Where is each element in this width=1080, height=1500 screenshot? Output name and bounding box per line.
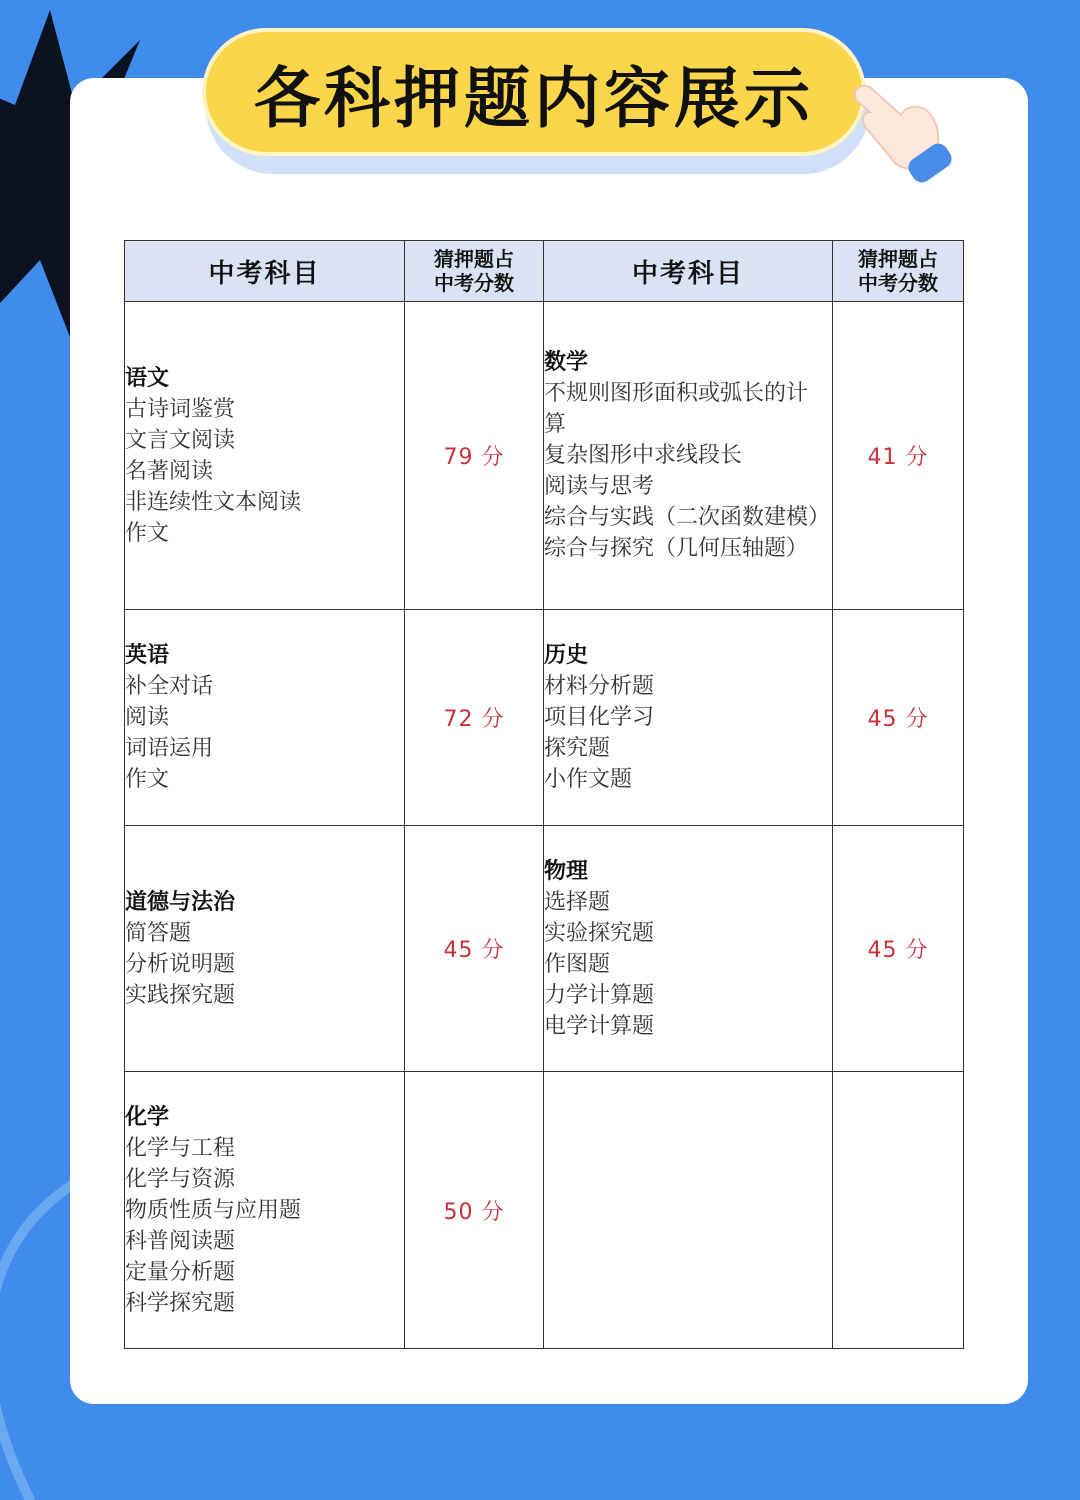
subject-name: 物理 <box>544 858 589 884</box>
page-title: 各科押题内容展示 <box>254 59 814 137</box>
header-score-line: 中考分数 <box>434 271 514 295</box>
subject-topic: 小作文题 <box>544 767 633 792</box>
subject-topic: 阅读与思考 <box>544 474 655 499</box>
header-score-line: 猜押题占 <box>858 247 938 271</box>
subject-topic: 词语运用 <box>125 736 214 761</box>
subject-topic: 化学与资源 <box>125 1166 236 1192</box>
subject-name: 道德与法治 <box>125 889 236 915</box>
subject-name: 英语 <box>125 643 170 668</box>
header-subject-right: 中考科目 <box>544 241 833 302</box>
subject-cell <box>544 826 833 1072</box>
subject-topic: 补全对话 <box>125 674 214 699</box>
subject-topic: 化学与工程 <box>125 1135 236 1161</box>
subject-topic: 阅读 <box>125 705 170 730</box>
score-cell: 45 分 <box>833 610 964 826</box>
table-row <box>125 302 964 610</box>
subject-topic: 古诗词鉴赏 <box>125 396 236 422</box>
subject-topic: 项目化学习 <box>544 705 655 730</box>
subject-name: 语文 <box>125 365 170 391</box>
score-cell: 72 分 <box>405 610 544 826</box>
score-cell: 79 分 <box>405 302 544 610</box>
subject-topic: 实践探究题 <box>125 982 236 1008</box>
header-subject-left: 中考科目 <box>125 241 405 302</box>
subject-topic: 电学计算题 <box>544 1013 655 1039</box>
subject-topic: 非连续性文本阅读 <box>125 489 302 515</box>
subject-name: 数学 <box>544 350 589 375</box>
subject-topic: 科普阅读题 <box>125 1228 236 1254</box>
subject-cell <box>125 826 405 1072</box>
table-row <box>125 826 964 1072</box>
subject-topic: 综合与探究（几何压轴题） <box>544 536 809 561</box>
subject-topic: 探究题 <box>544 736 611 761</box>
subject-topic: 文言文阅读 <box>125 427 236 453</box>
subject-topic: 科学探究题 <box>125 1290 236 1316</box>
pointing-hand-icon <box>846 60 956 190</box>
subject-topic: 作文 <box>125 520 170 546</box>
subject-cell <box>544 302 833 610</box>
subject-topic: 复杂图形中求线段长 <box>544 443 743 468</box>
subject-name: 化学 <box>125 1104 170 1130</box>
subject-topic: 材料分析题 <box>544 674 655 699</box>
subject-cell <box>125 302 405 610</box>
subject-topic: 选择题 <box>544 889 611 915</box>
subject-cell <box>125 610 405 826</box>
table-row <box>125 1072 964 1349</box>
table-row <box>125 610 964 826</box>
score-cell: 45 分 <box>833 826 964 1072</box>
subject-topic: 不规则图形面积或弧长的计算 <box>544 381 809 437</box>
subject-cell <box>544 610 833 826</box>
subject-topic: 作图题 <box>544 951 611 977</box>
title-banner <box>202 28 866 156</box>
subject-topic: 名著阅读 <box>125 458 214 484</box>
header-score-line: 猜押题占 <box>434 247 514 271</box>
subject-topic: 分析说明题 <box>125 951 236 977</box>
subject-topic: 实验探究题 <box>544 920 655 946</box>
empty-cell <box>833 1072 964 1349</box>
exam-score-table <box>124 240 964 1349</box>
empty-cell <box>544 1072 833 1349</box>
subject-cell <box>125 1072 405 1349</box>
subject-topic: 物质性质与应用题 <box>125 1197 302 1223</box>
subject-topic: 简答题 <box>125 920 192 946</box>
score-cell: 50 分 <box>405 1072 544 1349</box>
score-cell: 41 分 <box>833 302 964 610</box>
subject-name: 历史 <box>544 643 589 668</box>
table-header-row <box>125 241 964 302</box>
subject-topic: 定量分析题 <box>125 1259 236 1285</box>
subject-topic: 综合与实践（二次函数建模） <box>544 505 831 530</box>
subject-topic: 力学计算题 <box>544 982 655 1008</box>
header-score-line: 中考分数 <box>858 271 938 295</box>
score-cell: 45 分 <box>405 826 544 1072</box>
header-score-right <box>833 241 964 302</box>
header-score-left <box>405 241 544 302</box>
subject-topic: 作文 <box>125 767 170 792</box>
